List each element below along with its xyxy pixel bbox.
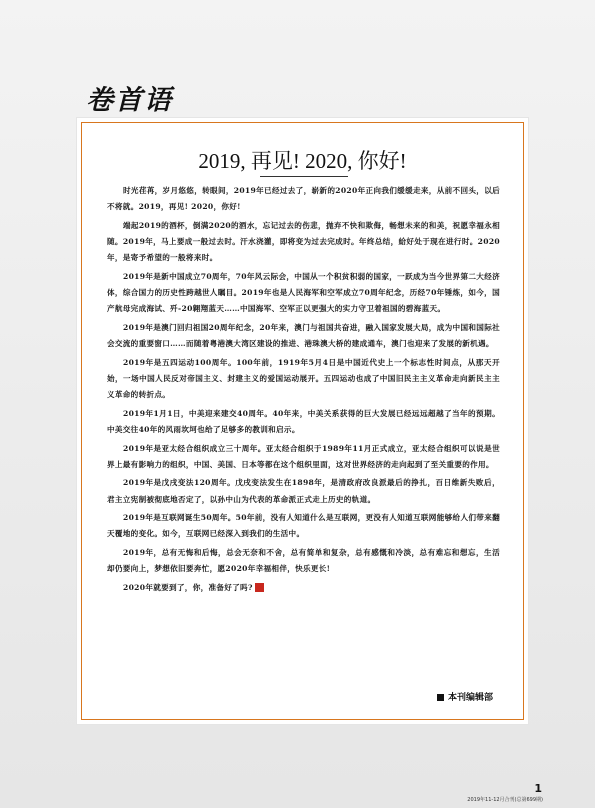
closing-text: 2020年就要到了，你，准备好了吗? [123,582,253,592]
paragraph: 2019年是亚太经合组织成立三十周年。亚太经合组织于1989年11月正式成立，亚太经合组织可以说是世界上最有影响力的组织，中国、美国、日本等都在这个组织里面，这对世界经济的走向起到了至关重要的作用。 [107,443,500,469]
article-body [107,183,500,598]
end-mark-icon: N [255,583,264,592]
byline-text: 本刊编辑部 [447,693,493,703]
title-underline [260,176,348,177]
closing-paragraph [107,580,500,596]
paragraph: 2019年是戊戌变法120周年。戊戌变法发生在1898年，是清政府改良派最后的挣扎，百日维新失败后，君主立宪制被彻底地否定了，以孙中山为代表的革命派正式走上历史的轨道。 [107,478,500,504]
paragraph: 2019年1月1日，中美迎来建交40周年。40年来，中美关系获得的巨大发展已经远远超越了当年的预期。中美交往40年的风雨坎坷也给了足够多的教训和启示。 [107,408,500,435]
article-card [81,122,524,720]
byline [437,690,493,703]
paragraph: 端起2019的酒杯，倒满2020的酒水，忘记过去的伤悲，抛弃不快和欺侮，畅想未来的和美，祝愿幸福永相随。2019年，马上要成一般过去时。汗水浇灌，即将变为过去完成时。年终总结，給好处于现在进行时。2020年，是寄予希望的一般将来时。 [107,220,500,263]
paragraph: 2019年，总有无悔和后悔，总会无奈和不舍，总有简单和复杂，总有感慨和冷淡，总有难忘和想忘，生活却仍要向上，梦想依旧要奔忙，愿2020年幸福相伴，快乐更长! [107,547,500,574]
paragraph: 2019年是新中国成立70周年，70年风云际会，中国从一个积贫积弱的国家，一跃成为当今世界第二大经济体，综合国力的历史性跨越世人瞩目。2019年也是人民海军和空军成立70周年纪念，历经70年锤炼，如今，国产航母完成海试、歼-20翱翔蓝天……中国海军、空军正以更强大的实力守卫着祖国的碧海蓝天。 [107,271,500,314]
article-title: 2019, 再见! 2020, 你好! [198,149,407,173]
column-title: 卷首语 [86,85,173,116]
paragraph: 2019年是互联网诞生50周年。50年前，没有人知道什么是互联网，更没有人知道互联网能够给人们带来翻天覆地的变化。如今，互联网已经深入到我们的生活中。 [107,513,500,539]
issue-info: 2019年11-12月合刊(总第699期) [467,797,543,803]
square-bullet-icon [437,694,444,701]
paragraph: 2019年是五四运动100周年。100年前，1919年5月4日是中国近代史上一个标志性时间点，从那天开始，一场中国人民反对帝国主义、封建主义的爱国运动展开。五四运动也成了中国旧民主主义革命走向新民主主义革命的转折点。 [107,357,500,400]
paragraph: 2019年是澳门回归祖国20周年纪念，20年来，澳门与祖国共奋进，融入国家发展大局，成为中国和国际社会交流的重要窗口……而随着粤港澳大湾区建设的推进、港珠澳大桥的建成通车，澳门也迎来了发展的新机遇。 [107,322,500,349]
page-number: 1 [534,782,542,795]
paragraph: 时光荏苒，岁月悠悠，转眼间，2019年已经过去了，崭新的2020年正向我们缓缓走来，从前不回头，以后不将就。2019，再见! 2020，你好! [107,186,500,212]
